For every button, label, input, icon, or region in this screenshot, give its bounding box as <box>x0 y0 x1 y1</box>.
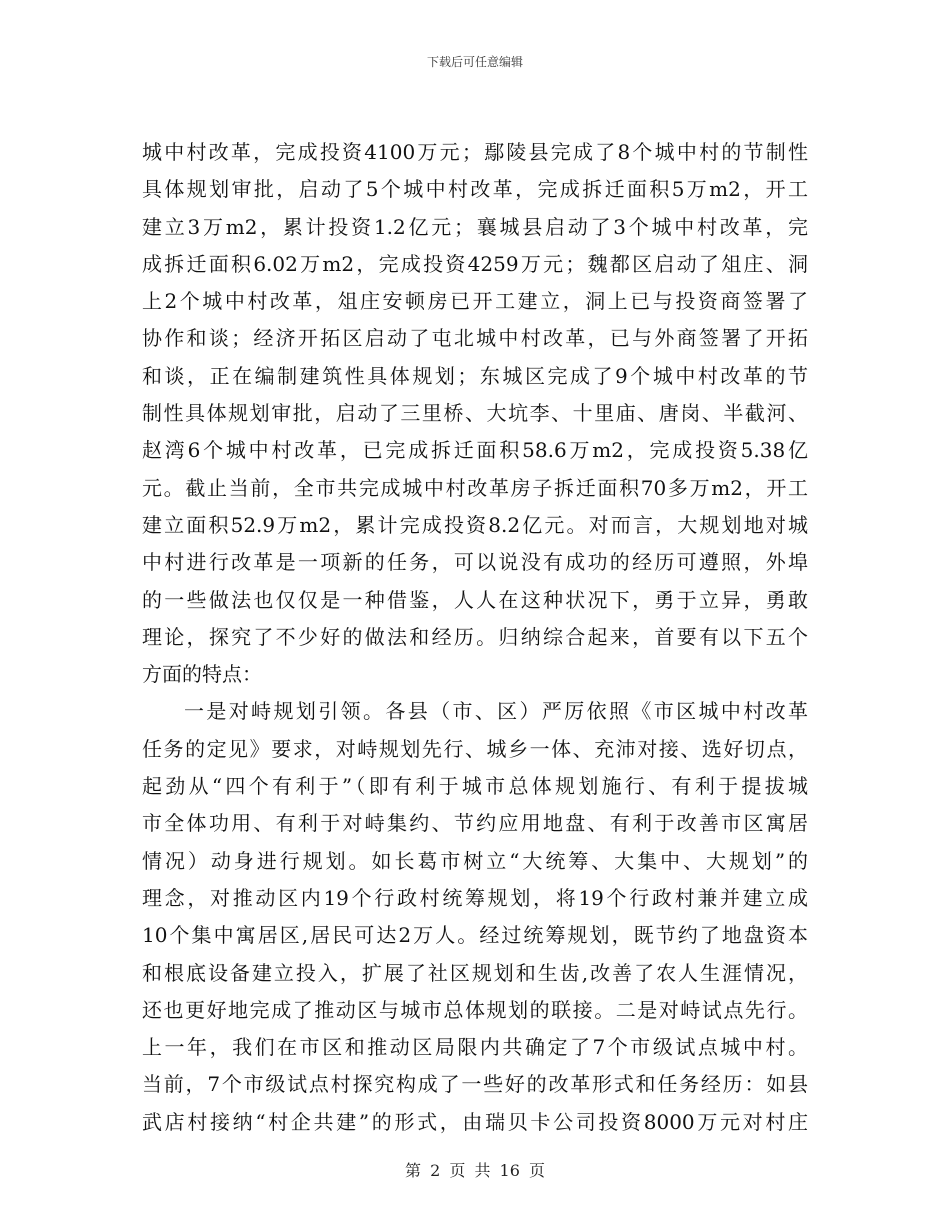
text-line: 武店村接纳“村企共建”的形式，由瑞贝卡公司投资8000万元对村庄 <box>142 1109 808 1134</box>
text-line: 任务的定见》要求，对峙规划先行、城乡一体、充沛对接、选好切点， <box>142 736 808 761</box>
text-line: 建立3万m2，累计投资1.2亿元；襄城县启动了3个城中村改革，完 <box>142 214 808 239</box>
text-line: 城中村改革，完成投资4100万元；鄢陵县完成了8个城中村的节制性 <box>142 140 808 164</box>
text-line: 理论，探究了不少好的做法和经历。归纳综合起来，首要有以下五个 <box>142 624 808 649</box>
text-line: 上一年，我们在市区和推动区局限内共确定了7个市级试点城中村。 <box>142 1035 808 1060</box>
text-line: 的一些做法也仅仅是一种借鉴，人人在这种状况下，勇于立异，勇敢 <box>142 587 808 612</box>
page-header: 下载后可任意编辑 <box>426 55 523 69</box>
text-line: 还也更好地完成了推动区与城市总体规划的联接。二是对峙试点先行。 <box>142 997 808 1022</box>
text-line: 起劲从“四个有利于”（即有利于城市总体规划施行、有利于提拔城 <box>142 774 808 799</box>
text-line: 具体规划审批，启动了5个城中村改革，完成拆迁面积5万m2，开工 <box>142 177 808 202</box>
text-line: 元。截止当前，全市共完成城中村改革房子拆迁面积70多万m2，开工 <box>142 475 808 500</box>
text-line: 上2个城中村改革，俎庄安顿房已开工建立，洞上已与投资商签署了 <box>142 289 808 314</box>
text-line: 和谈，正在编制建筑性具体规划；东城区完成了9个城中村改革的节 <box>142 363 808 388</box>
paragraph-first-line: 一是对峙规划引领。各县（市、区）严厉依照《市区城中村改革 <box>184 699 808 724</box>
text-line: 情况）动身进行规划。如长葛市树立“大统筹、大集中、大规划”的 <box>142 848 808 873</box>
body-text <box>142 134 808 1141</box>
text-line: 中村进行改革是一项新的任务，可以说没有成功的经历可遵照，外埠 <box>142 550 808 575</box>
text-line: 当前，7个市级试点村探究构成了一些好的改革形式和任务经历：如县 <box>142 1072 808 1097</box>
text-line: 方面的特点： <box>142 662 262 687</box>
text-line: 协作和谈；经济开拓区启动了屯北城中村改革，已与外商签署了开拓 <box>142 326 808 351</box>
text-line: 赵湾6个城中村改革，已完成拆迁面积58.6万m2，完成投资5.38亿 <box>142 438 808 463</box>
text-line: 理念，对推动区内19个行政村统筹规划，将19个行政村兼并建立成 <box>142 885 808 910</box>
text-line: 10个集中寓居区,居民可达2万人。经过统筹规划，既节约了地盘资本 <box>142 923 808 948</box>
text-line: 制性具体规划审批，启动了三里桥、大坑李、十里庙、唐岗、半截河、 <box>142 401 808 426</box>
text-line: 市全体功用、有利于对峙集约、节约应用地盘、有利于改善市区寓居 <box>142 811 808 836</box>
text-line: 建立面积52.9万m2，累计完成投资8.2亿元。对而言，大规划地对城 <box>142 512 808 537</box>
page-number-footer: 第 2 页 共 16 页 <box>405 1161 545 1180</box>
text-line: 和根底设备建立投入，扩展了社区规划和生齿,改善了农人生涯情况， <box>142 960 808 985</box>
text-line: 成拆迁面积6.02万m2，完成投资4259万元；魏都区启动了俎庄、洞 <box>142 251 808 276</box>
